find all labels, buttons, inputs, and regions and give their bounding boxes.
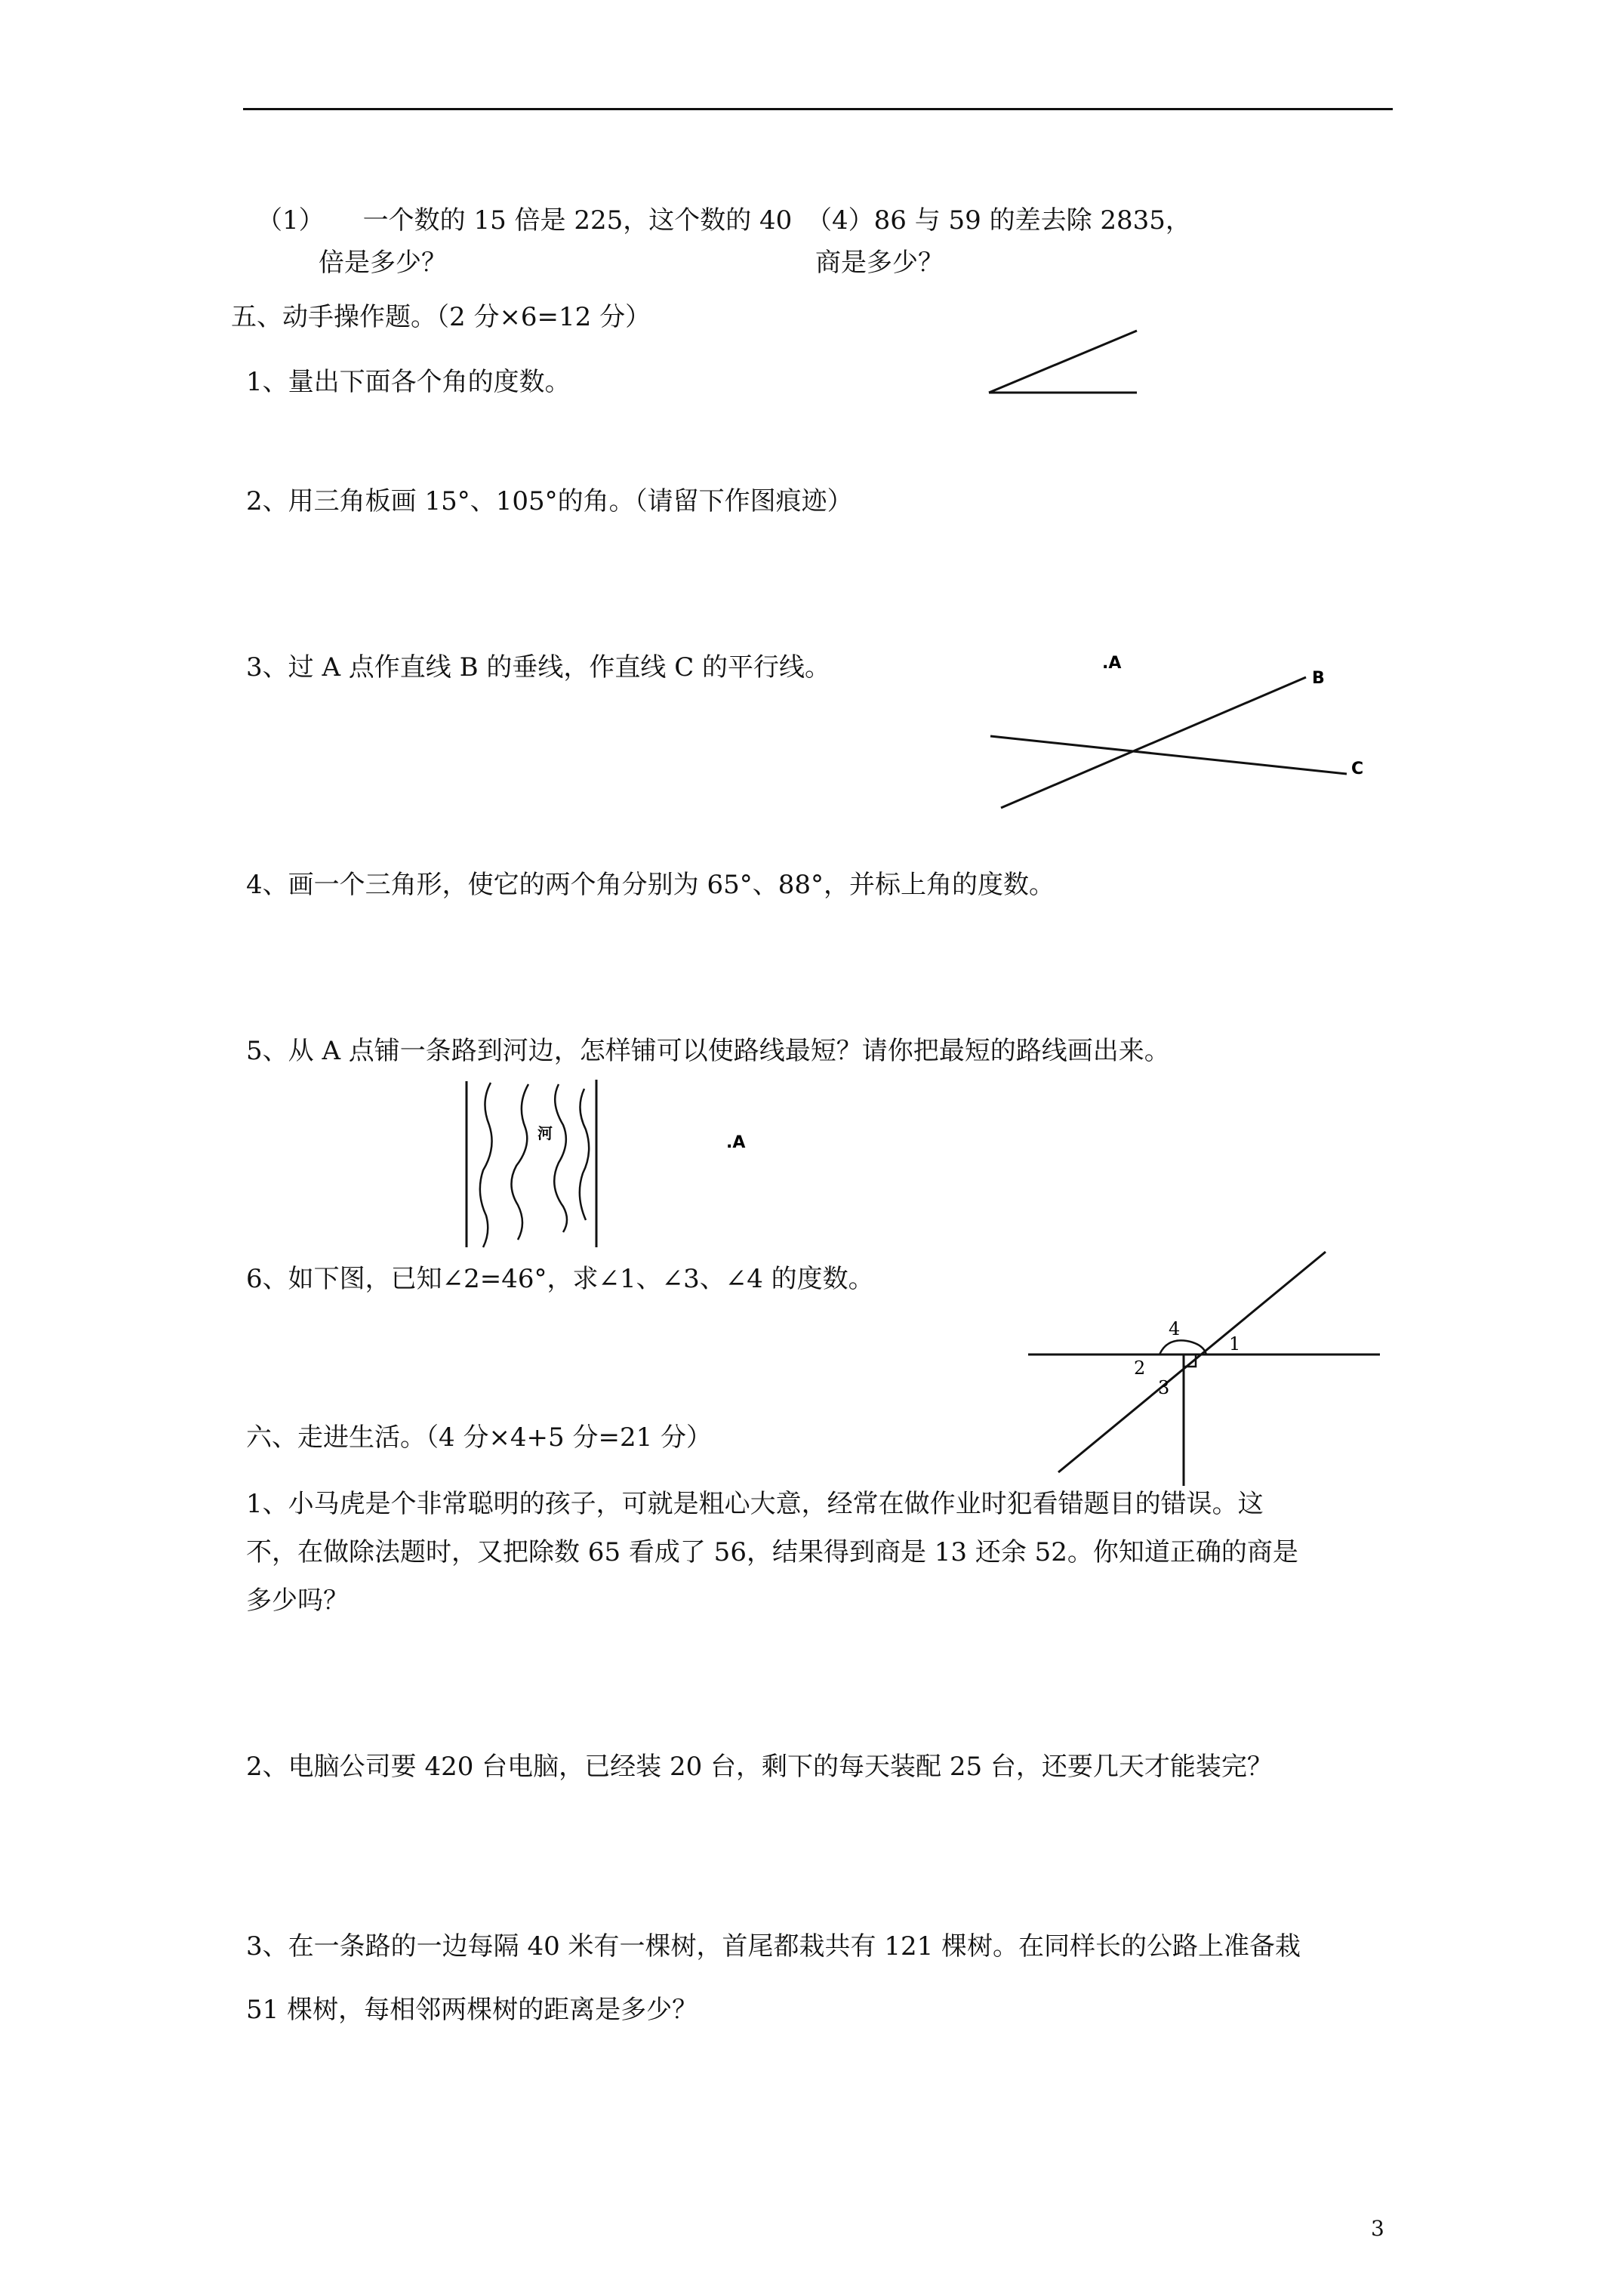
task-5-2: 2、用三角板画 15°、105°的角。（请留下作图痕迹） (246, 486, 853, 516)
angle-label-4: 4 (1169, 1318, 1181, 1339)
task-5-5: 5、从 A 点铺一条路到河边，怎样铺可以使路线最短？请你把最短的路线画出来。 (246, 1036, 1170, 1066)
line-c-label: C (1351, 760, 1364, 778)
life-q3-line-1: 3、在一条路的一边每隔 40 米有一棵树，首尾都栽共有 121 棵树。在同样长的公路上准备栽 (246, 1931, 1301, 1962)
river-wave-2 (511, 1084, 528, 1240)
problem-1-line-2: 倍是多少？ (319, 248, 447, 278)
life-q1-line-1: 1、小马虎是个非常聪明的孩子，可就是粗心大意，经常在做作业时犯看错题目的错误。这 (246, 1489, 1264, 1519)
lines-b-c-figure (981, 646, 1374, 819)
angle-label-2: 2 (1134, 1358, 1146, 1379)
task-5-1: 1、量出下面各个角的度数。 (246, 367, 571, 397)
river-figure (453, 1072, 770, 1253)
intersecting-lines-figure (1019, 1246, 1397, 1495)
header-rule (243, 108, 1393, 110)
point-a-label: .A (1102, 654, 1122, 673)
line-b-label: B (1312, 669, 1325, 688)
life-q2: 2、电脑公司要 420 台电脑，已经装 20 台，剩下的每天装配 25 台，还要几天才能装完？ (246, 1752, 1273, 1782)
angle-ray-upper (989, 331, 1137, 393)
task-5-4: 4、画一个三角形，使它的两个角分别为 65°、88°，并标上角的度数。 (246, 870, 1055, 900)
task-5-6: 6、如下图，已知∠2=46°，求∠1、∠3、∠4 的度数。 (246, 1264, 874, 1294)
angle-figure (981, 325, 1163, 400)
river-label: 河 (537, 1124, 553, 1142)
point-a-label-2: .A (726, 1133, 746, 1152)
river-wave-4 (580, 1089, 589, 1220)
river-wave-1 (480, 1083, 492, 1247)
section-6-heading: 六、走进生活。（4 分×4+5 分=21 分） (246, 1422, 713, 1453)
angle-arc (1160, 1340, 1206, 1354)
line-c (990, 736, 1347, 774)
life-q1-line-3: 多少吗？ (246, 1586, 349, 1616)
angle-label-1: 1 (1229, 1333, 1241, 1354)
problem-4-line-1: （4）86 与 59 的差去除 2835， (806, 205, 1191, 236)
section-5-heading: 五、动手操作题。（2 分×6=12 分） (231, 302, 651, 332)
page-number: 3 (1371, 2216, 1384, 2241)
task-5-3: 3、过 A 点作直线 B 的垂线，作直线 C 的平行线。 (246, 652, 831, 683)
life-q1-line-2: 不，在做除法题时，又把除数 65 看成了 56，结果得到商是 13 还余 52。你知道正确的商是 (246, 1537, 1298, 1567)
river-wave-3 (554, 1084, 567, 1232)
angle-label-3: 3 (1158, 1377, 1170, 1398)
problem-4-line-2: 商是多少？ (815, 248, 944, 278)
oblique-line (1058, 1252, 1326, 1472)
life-q3-line-2: 51 棵树，每相邻两棵树的距离是多少？ (246, 1995, 698, 2025)
problem-1-line-1: （1） 一个数的 15 倍是 225，这个数的 40 (257, 205, 793, 236)
